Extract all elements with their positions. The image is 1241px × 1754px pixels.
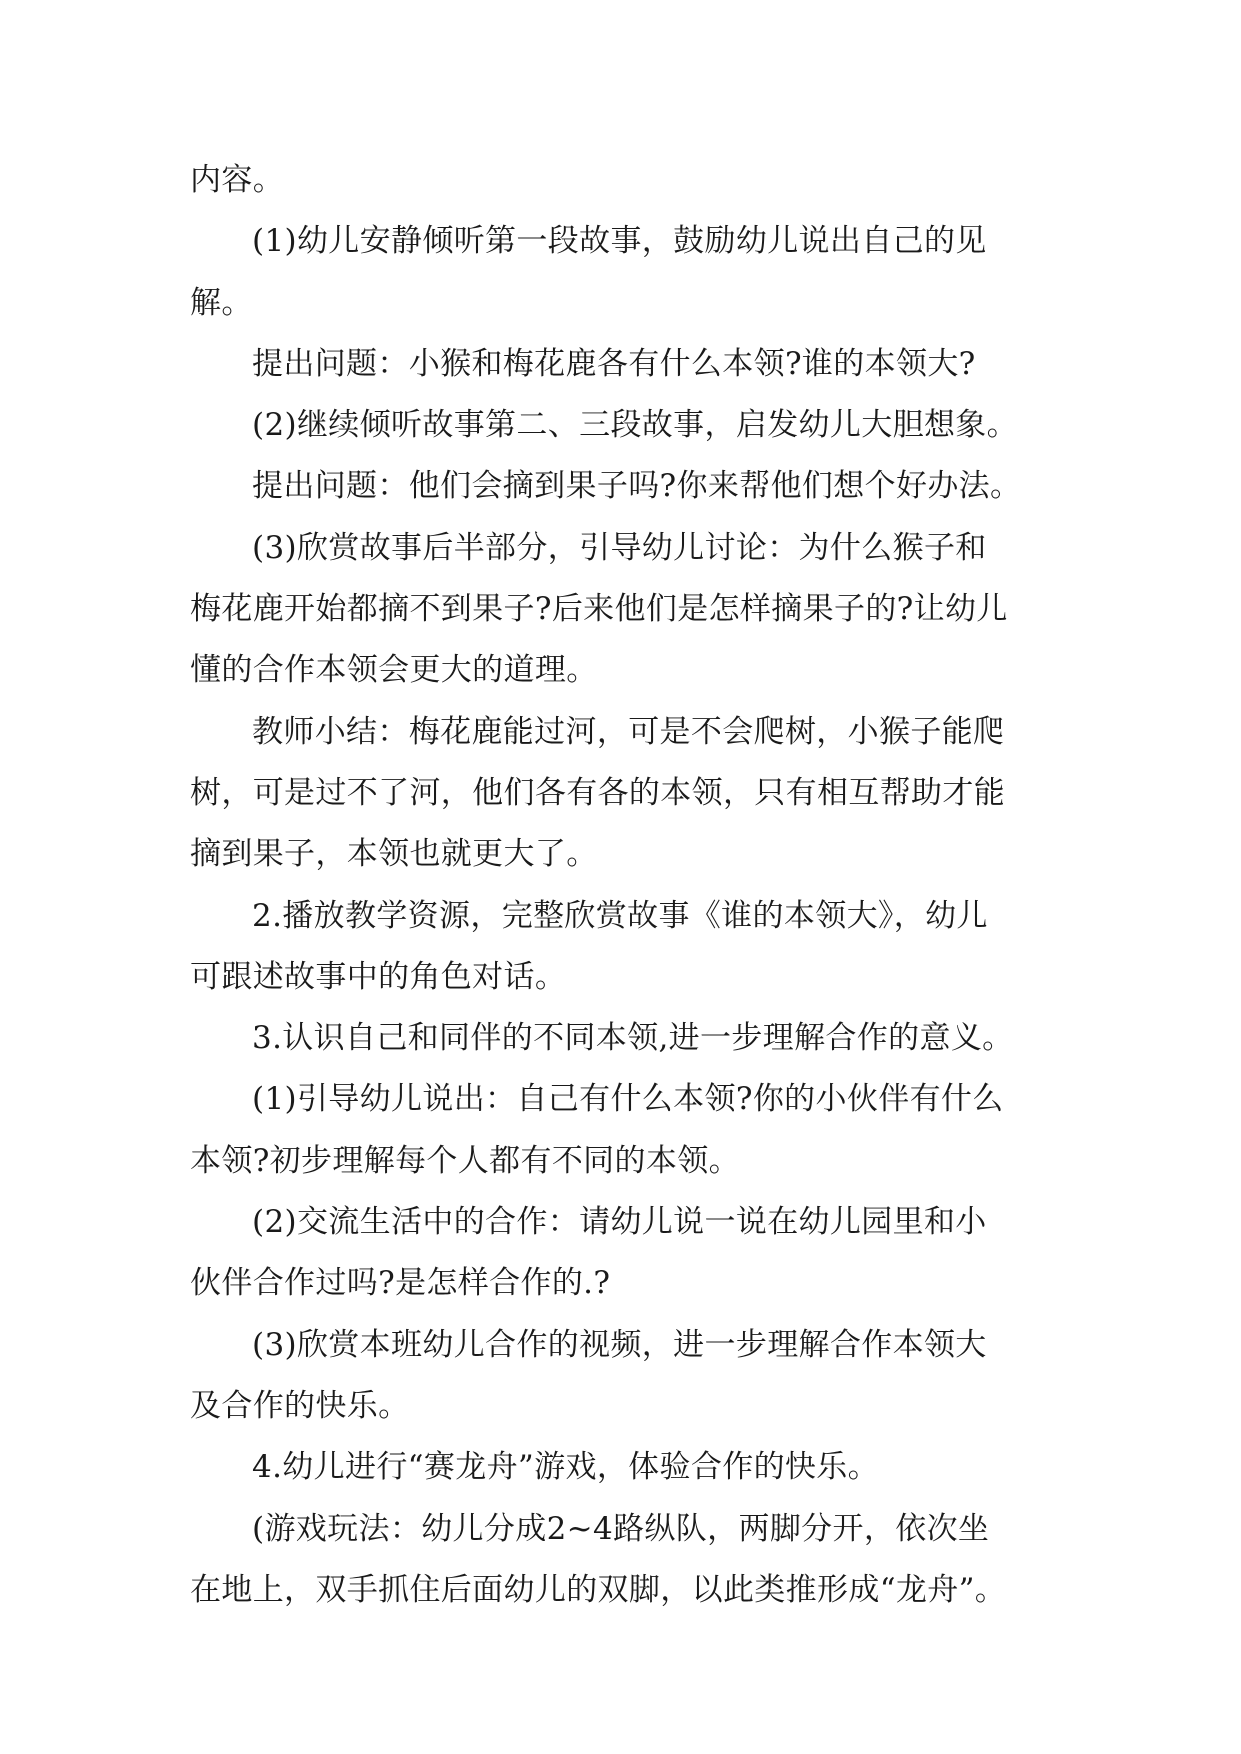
text-line: 教师小结：梅花鹿能过河，可是不会爬树，小猴子能爬 bbox=[252, 713, 1005, 750]
text-line: (1)引导幼儿说出：自己有什么本领?你的小伙伴有什么 bbox=[252, 1081, 1004, 1118]
text-line: 提出问题：他们会摘到果子吗?你来帮他们想个好办法。 bbox=[252, 468, 1022, 505]
text-line: 提出问题：小猴和梅花鹿各有什么本领?谁的本领大? bbox=[252, 345, 976, 382]
text-line: 本领?初步理解每个人都有不同的本领。 bbox=[190, 1142, 740, 1179]
text-line: 内容。 bbox=[190, 162, 285, 198]
text-line: (3)欣赏故事后半部分，引导幼儿讨论：为什么猴子和 bbox=[252, 529, 987, 566]
text-line: (游戏玩法：幼儿分成2~4路纵队，两脚分开，依次坐 bbox=[252, 1510, 990, 1547]
text-line: 在地上，双手抓住后面幼儿的双脚，以此类推形成“龙舟”。 bbox=[190, 1571, 1007, 1608]
text-line: 梅花鹿开始都摘不到果子?后来他们是怎样摘果子的?让幼儿 bbox=[190, 591, 1008, 628]
text-line: 摘到果子，本领也就更大了。 bbox=[190, 836, 598, 873]
document-body bbox=[190, 150, 1090, 1621]
text-line: 4.幼儿进行“赛龙舟”游戏，体验合作的快乐。 bbox=[252, 1449, 879, 1486]
text-line: 3.认识自己和同伴的不同本领,进一步理解合作的意义。 bbox=[252, 1020, 1014, 1057]
text-line: (1)幼儿安静倾听第一段故事，鼓励幼儿说出自己的见 bbox=[252, 223, 987, 260]
text-line: 伙伴合作过吗?是怎样合作的.? bbox=[190, 1265, 611, 1302]
text-line: 及合作的快乐。 bbox=[190, 1387, 410, 1424]
text-line: (2)继续倾听故事第二、三段故事，启发幼儿大胆想象。 bbox=[252, 407, 1019, 444]
text-line: 2.播放教学资源，完整欣赏故事《谁的本领大》，幼儿 bbox=[252, 897, 988, 934]
text-line: 解。 bbox=[190, 284, 253, 321]
text-line: 懂的合作本领会更大的道理。 bbox=[190, 652, 598, 689]
text-line: (2)交流生活中的合作：请幼儿说一说在幼儿园里和小 bbox=[252, 1204, 987, 1241]
text-line: (3)欣赏本班幼儿合作的视频，进一步理解合作本领大 bbox=[252, 1326, 987, 1363]
text-line: 树，可是过不了河，他们各有各的本领，只有相互帮助才能 bbox=[190, 774, 1006, 811]
text-line: 可跟述故事中的角色对话。 bbox=[190, 958, 567, 995]
